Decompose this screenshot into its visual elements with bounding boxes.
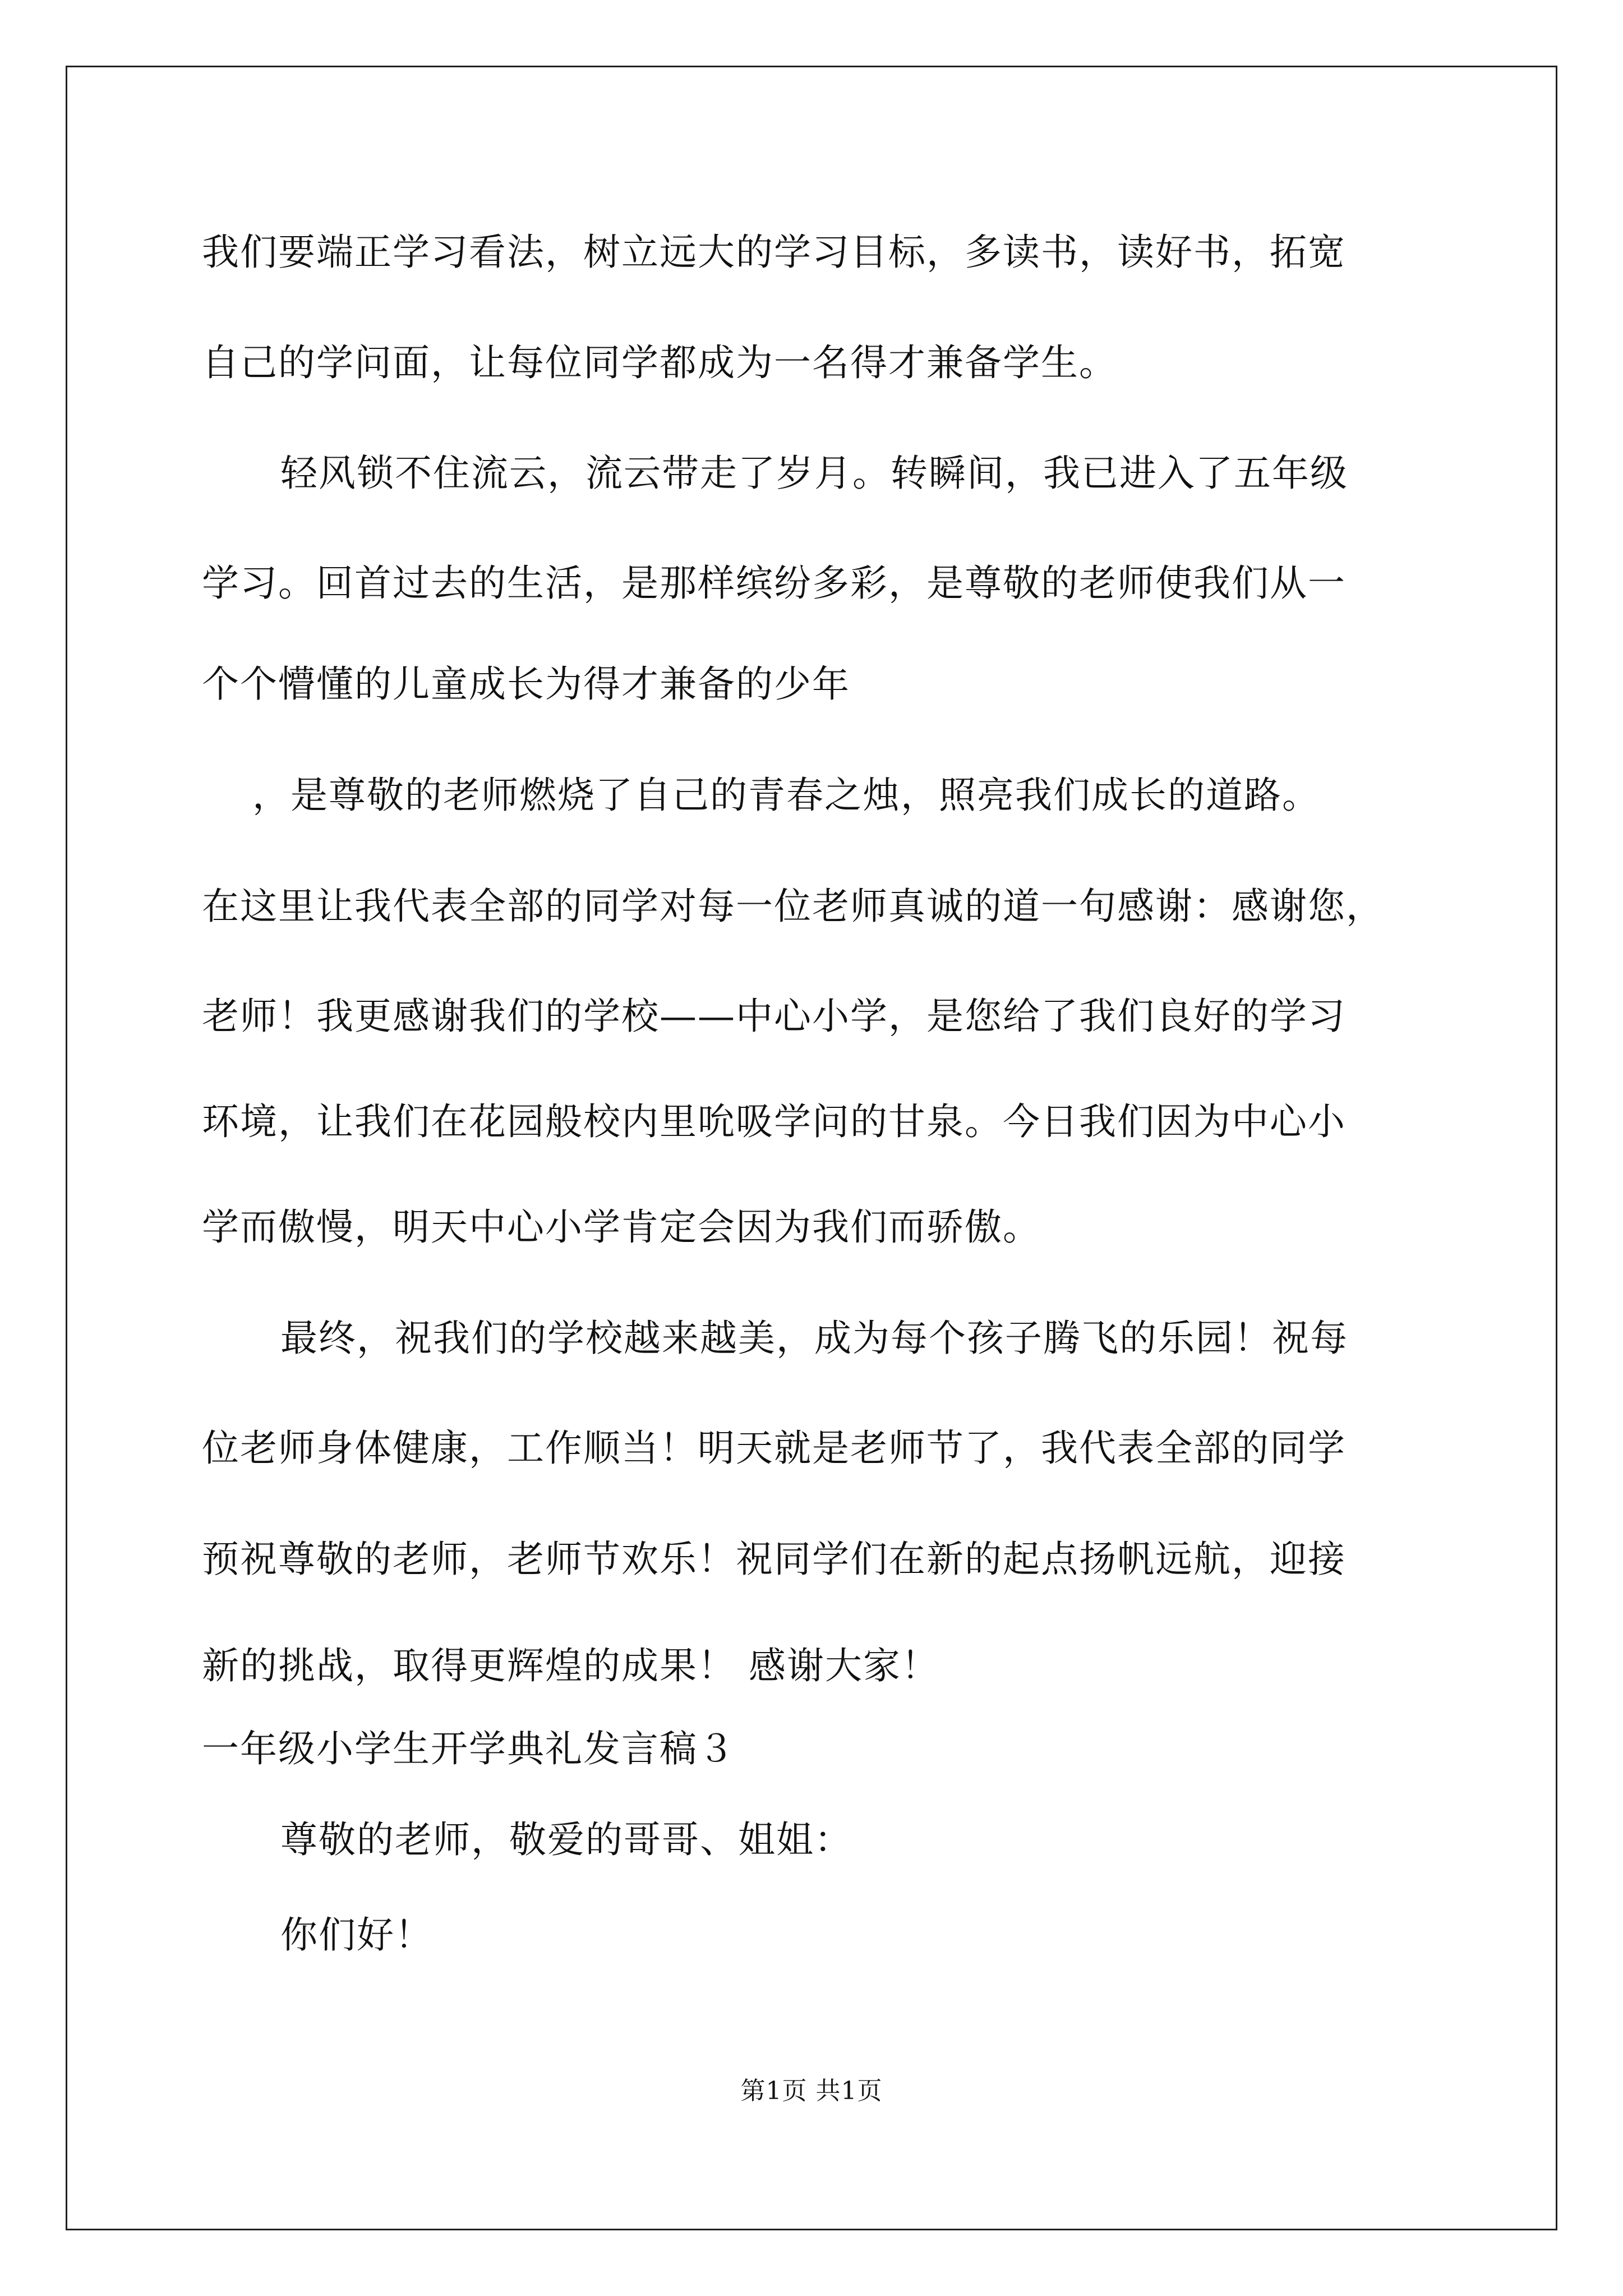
text-line: 个个懵懂的儿童成长为得才兼备的少年 xyxy=(202,662,850,706)
text-line: 新的挑战，取得更辉煌的成果！ 感谢大家！ xyxy=(202,1644,939,1687)
salutation: 尊敬的老师，敬爱的哥哥、姐姐： xyxy=(280,1818,852,1861)
page-footer: 第1页 共1页 xyxy=(740,2077,883,2105)
text-line: 环境，让我们在花园般校内里吮吸学问的甘泉。今日我们因为中心小 xyxy=(202,1100,1346,1143)
text-line: 最终，祝我们的学校越来越美，成为每个孩子腾飞的乐园！祝每 xyxy=(280,1317,1348,1360)
text-line: 位老师身体健康，工作顺当！明天就是老师节了，我代表全部的同学 xyxy=(202,1427,1346,1470)
section-heading: 一年级小学生开学典礼发言稿３ xyxy=(202,1727,736,1770)
text-line: 轻风锁不住流云，流云带走了岁月。转瞬间，我已进入了五年级 xyxy=(280,452,1348,495)
text-line: 学而傲慢，明天中心小学肯定会因为我们而骄傲。 xyxy=(202,1205,1041,1249)
text-line: 预祝尊敬的老师，老师节欢乐！祝同学们在新的起点扬帆远航，迎接 xyxy=(202,1538,1346,1581)
text-line: 在这里让我代表全部的同学对每一位老师真诚的道一句感谢：感谢您， xyxy=(202,885,1384,928)
text-line: 我们要端正学习看法，树立远大的学习目标，多读书，读好书，拓宽 xyxy=(202,231,1346,274)
greeting: 你们好！ xyxy=(280,1913,433,1957)
text-line: 自己的学问面，让每位同学都成为一名得才兼备学生。 xyxy=(202,341,1117,384)
text-line: 老师！我更感谢我们的学校——中心小学，是您给了我们良好的学习 xyxy=(202,995,1346,1038)
page-border xyxy=(66,66,1557,2230)
text-line: 学习。回首过去的生活，是那样缤纷多彩，是尊敬的老师使我们从一 xyxy=(202,562,1346,605)
text-line: ，是尊敬的老师燃烧了自己的青春之烛，照亮我们成长的道路。 xyxy=(252,774,1320,817)
